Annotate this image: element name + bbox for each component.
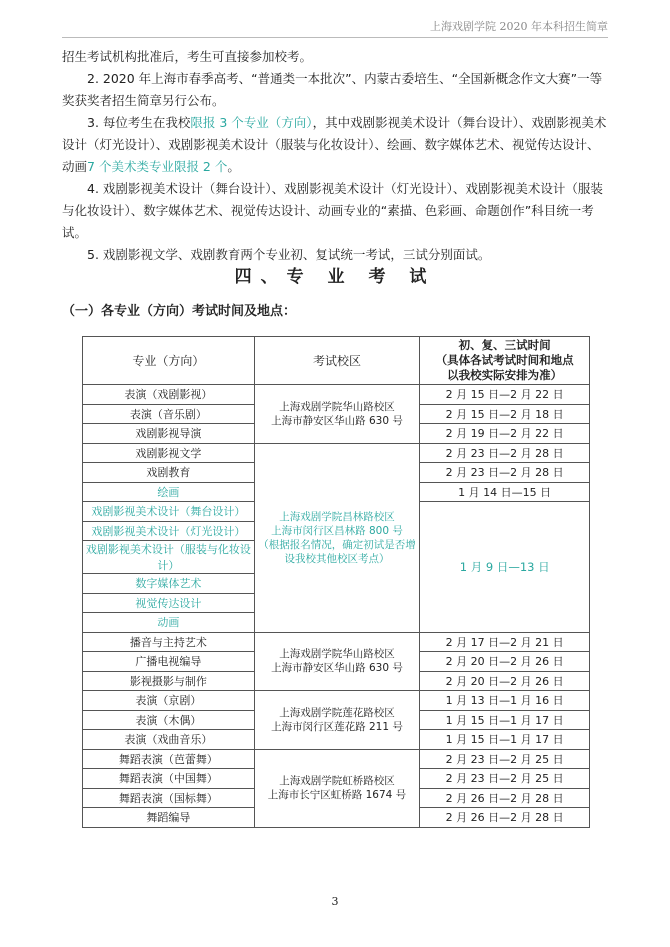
p2-text-e: 。 [227, 159, 240, 174]
paragraph-0: 招生考试机构批准后，考生可直接参加校考。 [62, 49, 313, 64]
major-cell: 表演（戏曲音乐） [83, 730, 255, 750]
header-major: 专业（方向） [83, 337, 255, 385]
time-cell-art: 1 月 9 日—13 日 [420, 502, 590, 633]
time-cell: 2 月 17 日—2 月 21 日 [420, 632, 590, 652]
campus-line: 设我校其他校区考点） [284, 552, 390, 565]
time-cell: 2 月 19 日—2 月 22 日 [420, 424, 590, 444]
time-cell: 1 月 15 日—1 月 17 日 [420, 730, 590, 750]
header-divider [62, 37, 608, 38]
header-time-line3: 以我校实际安排为准） [447, 368, 563, 382]
campus-changlin [254, 443, 420, 632]
major-cell: 广播电视编导 [83, 652, 255, 672]
campus-line: 上海市闵行区昌林路 800 号 [271, 524, 403, 537]
campus-lianhua [254, 691, 420, 750]
major-cell: 视觉传达设计 [83, 593, 255, 613]
campus-line: 上海戏剧学院华山路校区 [279, 648, 395, 661]
major-cell: 表演（戏剧影视） [83, 385, 255, 405]
time-cell: 1 月 15 日—1 月 17 日 [420, 710, 590, 730]
time-cell: 2 月 23 日—2 月 28 日 [420, 463, 590, 483]
table-row [83, 385, 590, 405]
time-cell: 2 月 15 日—2 月 22 日 [420, 385, 590, 405]
major-cell: 戏剧影视美术设计（舞台设计） [83, 502, 255, 522]
major-cell: 表演（音乐剧） [83, 404, 255, 424]
time-cell: 2 月 26 日—2 月 28 日 [420, 808, 590, 828]
time-cell: 2 月 15 日—2 月 18 日 [420, 404, 590, 424]
p2-text-a: 3. 每位考生在我校 [87, 115, 191, 130]
major-cell: 表演（京剧） [83, 691, 255, 711]
table-header-row [83, 337, 590, 385]
paragraph-3: 4. 戏剧影视美术设计（舞台设计）、戏剧影视美术设计（灯光设计）、戏剧影视美术设计（服装与化妆设计）、数字媒体艺术、视觉传达设计、动画专业的“素描、色彩画、命题创作”科目统一考试。 [62, 181, 603, 240]
time-cell: 2 月 23 日—2 月 25 日 [420, 769, 590, 789]
campus-huashan-1 [254, 385, 420, 444]
campus-line: 上海市闵行区莲花路 211 号 [271, 720, 403, 733]
paragraph-4: 5. 戏剧影视文学、戏剧教育两个专业初、复试统一考试，三试分别面试。 [87, 247, 491, 262]
exam-schedule-table [82, 336, 590, 828]
major-cell: 影视摄影与制作 [83, 671, 255, 691]
page-number: 3 [331, 895, 339, 908]
section-title: 四、专 业 考 试 [234, 267, 436, 287]
header-time-line1: 初、复、三试时间 [458, 338, 551, 352]
table-row [83, 443, 590, 463]
table-row [83, 749, 590, 769]
header-campus: 考试校区 [254, 337, 420, 385]
intro-paragraphs [62, 46, 610, 266]
p2-text-c: ，其中戏剧影视美术设计（舞台设计）、戏剧影视美术设计（灯光设计）、戏剧影视美术设计（服装与化妆设计）、绘画、数字媒体艺术、视觉传达设计、动画 [62, 115, 607, 174]
time-cell: 2 月 20 日—2 月 26 日 [420, 671, 590, 691]
header-time-line2: （具体各试考试时间和地点 [435, 353, 574, 367]
campus-line: 上海市长宁区虹桥路 1674 号 [267, 789, 407, 801]
time-cell: 2 月 26 日—2 月 28 日 [420, 788, 590, 808]
campus-line: 上海市静安区华山路 630 号 [271, 414, 403, 427]
major-cell: 戏剧教育 [83, 463, 255, 483]
campus-line: 上海戏剧学院虹桥路校区 [279, 775, 395, 787]
major-cell: 表演（木偶） [83, 710, 255, 730]
major-cell: 数字媒体艺术 [83, 574, 255, 594]
major-cell: 戏剧影视美术设计（服装与化妆设计） [83, 541, 255, 574]
campus-line: 上海市静安区华山路 630 号 [271, 662, 403, 675]
major-cell: 舞蹈表演（芭蕾舞） [83, 749, 255, 769]
campus-hongqiao [254, 749, 420, 827]
table-row [83, 691, 590, 711]
major-cell: 播音与主持艺术 [83, 632, 255, 652]
time-cell: 2 月 23 日—2 月 25 日 [420, 749, 590, 769]
time-cell: 1 月 13 日—1 月 16 日 [420, 691, 590, 711]
major-cell: 戏剧影视文学 [83, 443, 255, 463]
major-cell: 动画 [83, 613, 255, 633]
time-cell: 2 月 23 日—2 月 28 日 [420, 443, 590, 463]
table-row [83, 632, 590, 652]
campus-line: （根据报名情况，确定初试是否增 [258, 538, 416, 551]
p2-highlight-art: 7 个美术类专业限报 2 个 [87, 159, 228, 174]
time-cell: 2 月 20 日—2 月 26 日 [420, 652, 590, 672]
major-cell: 舞蹈编导 [83, 808, 255, 828]
paragraph-2 [62, 112, 610, 178]
campus-line: 上海戏剧学院莲花路校区 [279, 706, 395, 719]
campus-line: 上海戏剧学院华山路校区 [279, 400, 395, 413]
sub-title: （一）各专业（方向）考试时间及地点： [62, 304, 297, 319]
major-cell: 戏剧影视导演 [83, 424, 255, 444]
campus-line: 上海戏剧学院昌林路校区 [279, 510, 395, 523]
p2-highlight-limit: 限报 3 个专业（方向） [190, 115, 313, 130]
major-cell: 舞蹈表演（中国舞） [83, 769, 255, 789]
campus-huashan-2 [254, 632, 420, 691]
major-cell: 戏剧影视美术设计（灯光设计） [83, 521, 255, 541]
paragraph-1: 2. 2020 年上海市春季高考、“普通类一本批次”、内蒙古委培生、“全国新概念作文大赛”一等奖获奖者招生简章另行公布。 [62, 71, 603, 108]
time-cell: 1 月 14 日—15 日 [420, 482, 590, 502]
header-time [420, 337, 590, 385]
running-header: 上海戏剧学院 2020 年本科招生简章 [430, 20, 608, 33]
major-cell: 绘画 [83, 482, 255, 502]
major-cell: 舞蹈表演（国标舞） [83, 788, 255, 808]
